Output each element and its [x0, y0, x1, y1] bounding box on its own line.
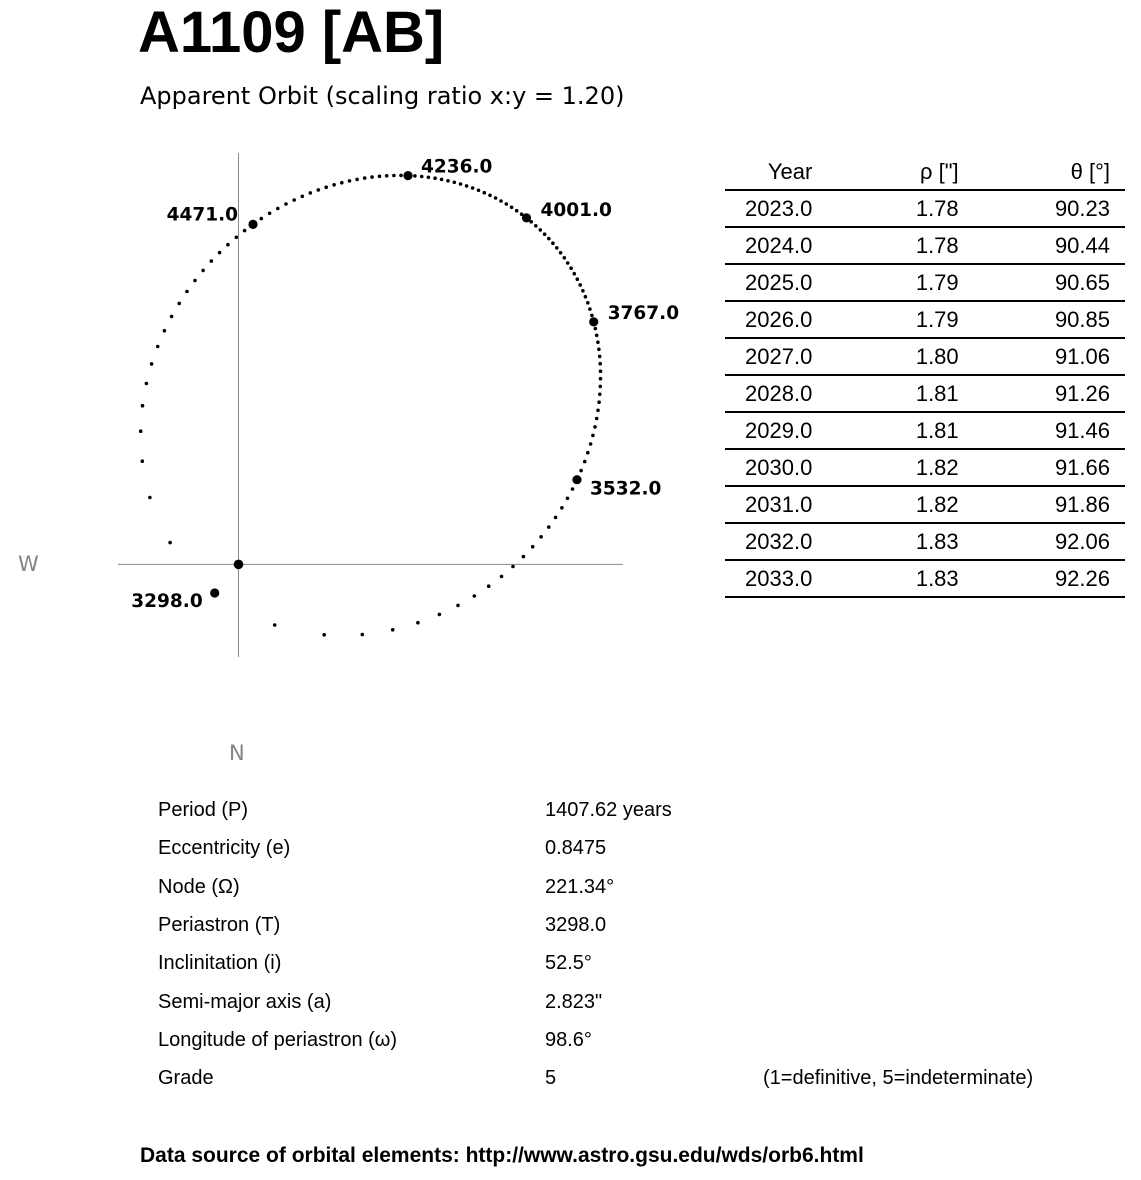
eph-cell: 92.26 — [992, 560, 1125, 597]
orbit-dot — [596, 409, 600, 413]
eph-cell: 1.82 — [858, 486, 991, 523]
eph-cell: 2026.0 — [725, 301, 858, 338]
orbit-dot — [385, 174, 389, 178]
eph-cell: 1.79 — [858, 264, 991, 301]
orbit-epoch-dot — [589, 317, 598, 326]
orbit-dot — [413, 174, 417, 178]
eph-column-header: ρ ["] — [858, 155, 991, 190]
eph-cell: 1.80 — [858, 338, 991, 375]
eph-cell: 1.79 — [858, 301, 991, 338]
orbital-element-value: 2.823" — [545, 990, 603, 1013]
eph-cell: 2028.0 — [725, 375, 858, 412]
eph-cell: 2024.0 — [725, 227, 858, 264]
orbit-dot — [355, 178, 359, 182]
grade-scale-note: (1=definitive, 5=indeterminate) — [763, 1067, 1034, 1090]
orbit-dot — [571, 487, 575, 491]
orbit-dot — [578, 283, 582, 287]
orbital-element-value: 0.8475 — [545, 837, 607, 860]
orbit-dot — [340, 181, 344, 185]
orbit-dot — [510, 206, 514, 210]
orbit-dot — [596, 340, 600, 344]
orbit-dot — [292, 198, 296, 202]
orbit-dot — [483, 191, 487, 195]
orbit-dot — [598, 393, 602, 397]
orbital-element-row — [0, 1067, 1141, 1091]
orbit-dot — [500, 575, 504, 579]
orbit-dot — [539, 228, 543, 232]
primary-star-dot — [234, 560, 244, 570]
eph-cell: 2031.0 — [725, 486, 858, 523]
orbit-dot — [210, 259, 214, 263]
orbit-dot — [465, 184, 469, 188]
eph-cell: 1.82 — [858, 449, 991, 486]
table-row — [725, 560, 1125, 597]
orbit-epoch-dot — [210, 588, 219, 597]
orbit-dot — [317, 188, 321, 192]
orbit-epoch-label: 4471.0 — [166, 204, 238, 226]
orbit-dot — [569, 266, 573, 270]
table-header-row — [725, 155, 1125, 190]
eph-cell: 91.46 — [992, 412, 1125, 449]
eph-cell: 1.83 — [858, 523, 991, 560]
orbit-dot — [551, 241, 555, 245]
eph-cell: 91.86 — [992, 486, 1125, 523]
eph-cell: 2025.0 — [725, 264, 858, 301]
orbit-dot — [589, 442, 593, 446]
orbit-dot — [593, 425, 597, 429]
orbital-element-value: 5 — [545, 1067, 557, 1090]
orbit-dot — [185, 290, 189, 294]
orbit-dot — [260, 217, 264, 221]
orbit-dot — [141, 459, 145, 463]
orbit-dot — [588, 307, 592, 311]
orbit-dot — [598, 355, 602, 359]
table-row — [725, 190, 1125, 227]
orbit-dot — [471, 186, 475, 190]
orbit-epoch-label: 3298.0 — [131, 591, 203, 612]
orbit-dot — [145, 382, 149, 386]
orbit-dot — [539, 535, 543, 539]
table-row — [725, 227, 1125, 264]
orbit-dot — [520, 212, 524, 216]
orbit-dot — [584, 295, 588, 299]
orbit-dot — [218, 251, 222, 255]
orbit-dot — [453, 181, 457, 185]
orbit-dot — [511, 565, 515, 569]
eph-cell: 91.06 — [992, 338, 1125, 375]
eph-column-header: θ [°] — [992, 155, 1125, 190]
orbital-element-row — [0, 837, 1141, 861]
orbit-dot — [440, 178, 444, 182]
orbit-dot — [322, 633, 326, 637]
orbit-dot — [586, 451, 590, 455]
orbit-dot — [560, 506, 564, 510]
table-row — [725, 338, 1125, 375]
eph-cell: 1.81 — [858, 375, 991, 412]
orbital-element-label: Periastron (T) — [158, 913, 281, 936]
orbit-dot — [543, 232, 547, 236]
orbit-dot — [399, 174, 403, 178]
orbit-dot — [534, 224, 538, 228]
orbit-dot — [599, 385, 603, 389]
page-subtitle: Apparent Orbit (scaling ratio x:y = 1.20) — [140, 82, 625, 110]
orbit-dot — [459, 182, 463, 186]
ephemeris-table-body — [725, 190, 1125, 597]
orbit-dot — [583, 460, 587, 464]
orbit-dot — [591, 434, 595, 438]
orbital-element-label: Grade — [158, 1067, 214, 1090]
orbit-dot — [193, 279, 197, 283]
eph-cell: 2029.0 — [725, 412, 858, 449]
orbit-dot — [473, 594, 477, 598]
orbit-dot — [586, 301, 590, 305]
orbit-dot — [597, 348, 601, 352]
orbit-dot — [531, 545, 535, 549]
orbit-dot — [599, 377, 603, 381]
orbit-dot — [488, 194, 492, 198]
orbit-dot — [139, 429, 143, 433]
orbital-element-row — [0, 914, 1141, 938]
orbit-dot — [505, 202, 509, 206]
orbit-dot — [243, 229, 247, 233]
orbital-element-row — [0, 876, 1141, 900]
eph-cell: 2027.0 — [725, 338, 858, 375]
orbit-dot — [446, 179, 450, 183]
orbit-dot — [348, 179, 352, 183]
orbit-dot — [141, 404, 145, 408]
eph-cell: 1.78 — [858, 227, 991, 264]
orbital-element-label: Eccentricity (e) — [158, 837, 291, 860]
orbit-dot — [177, 302, 181, 306]
orbit-dot — [332, 183, 336, 187]
orbit-epoch-label: 3767.0 — [607, 302, 680, 324]
orbit-dot — [361, 633, 365, 637]
orbital-element-value: 52.5° — [545, 952, 592, 975]
eph-cell: 1.78 — [858, 190, 991, 227]
orbit-dot — [554, 516, 558, 520]
orbit-dot — [363, 176, 367, 180]
table-row — [725, 412, 1125, 449]
orbit-dot — [201, 269, 205, 273]
orbital-element-label: Semi-major axis (a) — [158, 990, 332, 1013]
orbit-dot — [555, 246, 559, 250]
table-row — [725, 301, 1125, 338]
orbit-dot — [170, 315, 174, 319]
ephemeris-table-header — [725, 155, 1125, 190]
table-row — [725, 486, 1125, 523]
orbit-dot — [301, 195, 305, 199]
orbit-dot — [487, 584, 491, 588]
eph-cell: 90.85 — [992, 301, 1125, 338]
orbit-dot — [595, 417, 599, 421]
eph-cell: 2032.0 — [725, 523, 858, 560]
orbital-element-row — [0, 952, 1141, 976]
orbit-dot — [456, 604, 460, 608]
eph-cell: 90.23 — [992, 190, 1125, 227]
orbit-dot — [499, 199, 503, 203]
orbit-dot — [581, 289, 585, 293]
orbital-element-label: Longitude of periastron (ω) — [158, 1028, 398, 1051]
orbit-epoch-label: 3532.0 — [590, 478, 662, 500]
data-source-note: Data source of orbital elements: http://www.astro.gsu.edu/wds/orb6.html — [140, 1144, 864, 1167]
orbit-dot — [168, 541, 172, 545]
ephemeris-table — [725, 155, 1125, 598]
orbit-dot — [598, 362, 602, 366]
orbit-dot — [597, 400, 601, 404]
orbit-dot — [309, 191, 313, 195]
orbit-plot — [0, 0, 700, 790]
north-axis-label: N — [229, 741, 245, 765]
orbit-dot — [477, 189, 481, 193]
orbit-dot — [226, 243, 230, 247]
orbit-dot — [370, 175, 374, 179]
eph-cell: 2033.0 — [725, 560, 858, 597]
orbital-element-label: Inclinitation (i) — [158, 952, 282, 975]
page-title: A1109 [AB] — [138, 0, 445, 65]
west-axis-label: W — [18, 552, 39, 576]
orbital-element-row — [0, 991, 1141, 1015]
orbit-epoch-dot — [403, 171, 412, 180]
orbit-epoch-dot — [248, 220, 257, 229]
orbit-dot — [438, 613, 442, 617]
orbital-element-value: 98.6° — [545, 1028, 592, 1051]
orbital-element-value: 3298.0 — [545, 913, 607, 936]
orbital-element-row — [0, 1029, 1141, 1053]
eph-cell: 90.44 — [992, 227, 1125, 264]
table-row — [725, 523, 1125, 560]
orbit-dot — [494, 196, 498, 200]
orbit-dot — [576, 277, 580, 281]
eph-cell: 91.26 — [992, 375, 1125, 412]
orbit-dot — [566, 261, 570, 265]
orbit-dot — [522, 555, 526, 559]
orbit-dot — [276, 207, 280, 211]
orbit-dot — [559, 251, 563, 255]
eph-cell: 2023.0 — [725, 190, 858, 227]
orbit-dot — [599, 369, 603, 373]
orbit-epoch-label: 4001.0 — [540, 199, 612, 221]
orbit-dot — [163, 329, 167, 333]
orbit-dot — [566, 497, 570, 501]
orbit-dot — [595, 334, 599, 338]
orbit-dot — [324, 185, 328, 189]
table-row — [725, 449, 1125, 486]
orbit-dot — [547, 237, 551, 241]
orbit-dot — [391, 628, 395, 632]
orbit-dot — [235, 236, 239, 240]
orbit-dot — [416, 621, 420, 625]
orbit-epoch-label: 4236.0 — [421, 156, 493, 178]
orbit-dot — [579, 469, 583, 473]
orbit-dot — [273, 623, 277, 627]
orbit-dot — [150, 362, 154, 366]
orbit-dot — [392, 174, 396, 178]
eph-cell: 2030.0 — [725, 449, 858, 486]
orbital-element-value: 221.34° — [545, 875, 615, 898]
orbital-element-value: 1407.62 years — [545, 799, 672, 821]
orbit-dot — [156, 345, 160, 349]
orbit-dot — [378, 175, 382, 179]
eph-cell: 92.06 — [992, 523, 1125, 560]
orbit-dot — [547, 525, 551, 529]
eph-column-header: Year — [725, 155, 858, 190]
orbit-dot — [268, 212, 272, 216]
table-row — [725, 375, 1125, 412]
orbit-dot — [284, 202, 288, 206]
eph-cell: 1.81 — [858, 412, 991, 449]
orbit-dot — [594, 327, 598, 331]
orbital-element-label: Node (Ω) — [158, 875, 240, 898]
orbital-element-row — [0, 799, 1141, 823]
orbit-dot — [563, 256, 567, 260]
orbit-dot — [573, 272, 577, 276]
orbital-element-label: Period (P) — [158, 799, 249, 821]
orbit-dot — [590, 314, 594, 318]
orbit-dot — [148, 496, 152, 500]
eph-cell: 90.65 — [992, 264, 1125, 301]
orbit-dot — [515, 209, 519, 213]
table-row — [725, 264, 1125, 301]
orbit-epoch-dot — [572, 475, 581, 484]
eph-cell: 1.83 — [858, 560, 991, 597]
eph-cell: 91.66 — [992, 449, 1125, 486]
